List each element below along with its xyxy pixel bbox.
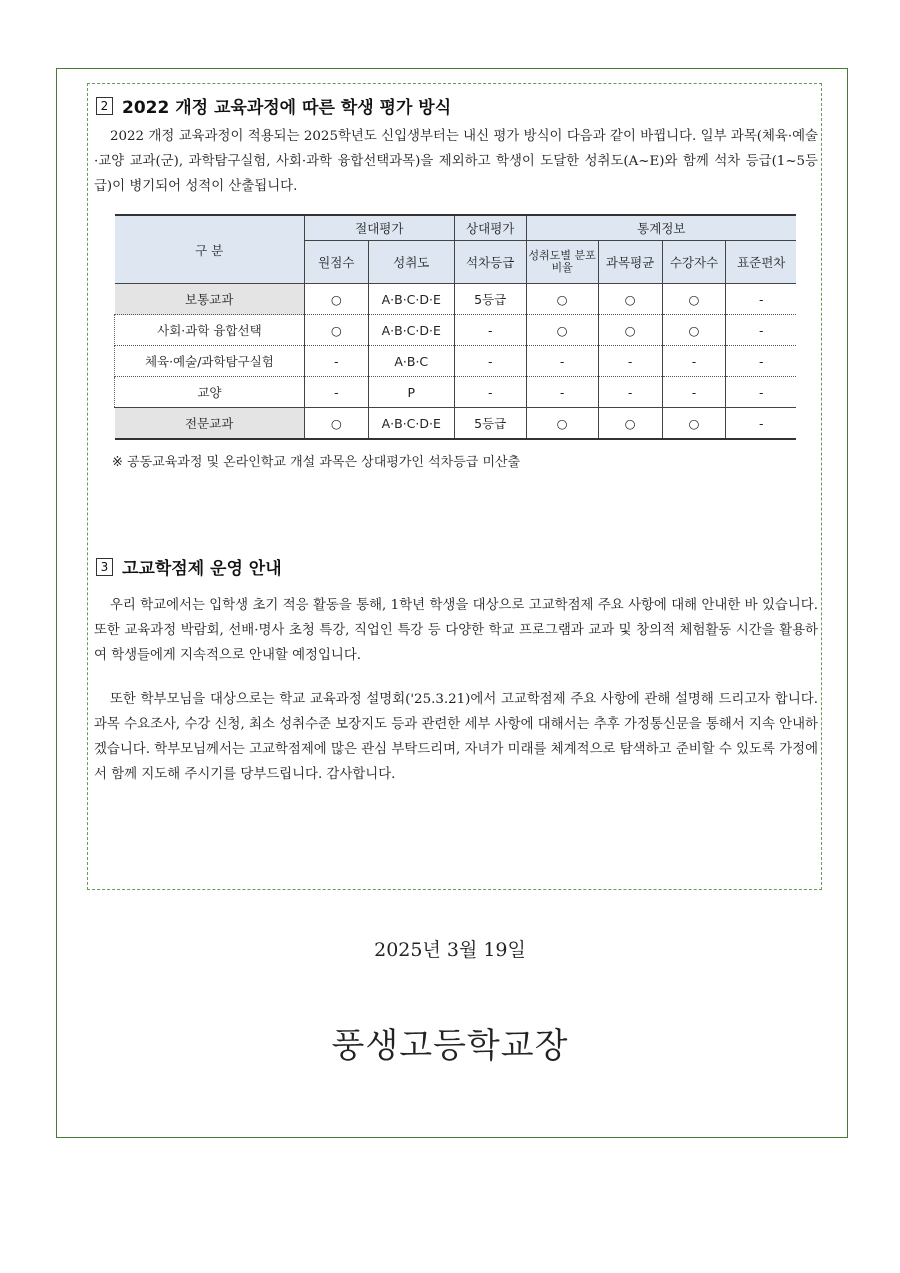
cell-ratio: ○ [526,315,598,346]
header-achievement: 성취도 [368,241,454,284]
cell-mean: ○ [598,284,662,315]
cell-raw: - [304,346,368,377]
cell-std: - [726,408,796,440]
cell-students: - [662,346,726,377]
evaluation-table [114,214,796,440]
cell-students: - [662,377,726,408]
cell-rank: 5등급 [454,408,526,440]
cell-ratio: ○ [526,284,598,315]
cell-ratio: ○ [526,408,598,440]
header-students: 수강자수 [662,241,726,284]
header-category: 구 분 [115,215,305,284]
table-note: ※ 공동교육과정 및 온라인학교 개설 과목은 상대평가인 석차등급 미산출 [112,455,521,470]
cell-raw: - [304,377,368,408]
header-group-relative: 상대평가 [454,215,526,241]
table-row [115,315,797,346]
cell-std: - [726,377,796,408]
table-row [115,377,797,408]
cell-students: ○ [662,284,726,315]
header-ratio: 성취도별 분포비율 [526,241,598,284]
cell-std: - [726,284,796,315]
cell-achievement: A·B·C·D·E [368,284,454,315]
cell-mean: ○ [598,408,662,440]
cell-mean: - [598,346,662,377]
section3-paragraph2: 또한 학부모님을 대상으로는 학교 교육과정 설명회('25.3.21)에서 고교학점제 주요 사항에 관해 설명해 드리고자 합니다. 과목 수요조사, 수강 신청, 최소 성취수준 보장지도 등과 관련한 세부 사항에 대해서는 추후 가정통신문을 통해서 지속 안내하겠습니다. 학부모님께서는 고교학점제에 많은 관심 부탁드리며, 자녀가 미래를 체계적으로 탐색하고 준비할 수 있도록 가정에서 함께 지도해 주시기를 당부드립니다. 감사합니다. [94,692,818,782]
row-category: 전문교과 [115,408,305,440]
cell-mean: - [598,377,662,408]
cell-mean: ○ [598,315,662,346]
cell-rank: - [454,346,526,377]
row-category: 사회·과학 융합선택 [115,315,305,346]
cell-students: ○ [662,315,726,346]
section3-title: 고교학점제 운영 안내 [122,559,282,579]
cell-achievement: A·B·C·D·E [368,408,454,440]
cell-raw: ○ [304,315,368,346]
header-raw: 원점수 [304,241,368,284]
section3-paragraph1: 우리 학교에서는 입학생 초기 적응 활동을 통해, 1학년 학생을 대상으로 고교학점제 주요 사항에 대해 안내한 바 있습니다. 또한 교육과정 박람회, 선배·명사 초청 특강, 직업인 특강 등 다양한 학교 프로그램과 교과 및 창의적 체험활동 시간을 활용하여 학생들에게 지속적으로 안내할 예정입니다. [94,598,818,663]
header-group-stats: 통계정보 [526,215,796,241]
cell-rank: - [454,377,526,408]
issue-date: 2025년 3월 19일 [374,939,526,961]
header-group-absolute: 절대평가 [304,215,454,241]
header-rank: 석차등급 [454,241,526,284]
cell-raw: ○ [304,408,368,440]
cell-rank: - [454,315,526,346]
cell-achievement: A·B·C [368,346,454,377]
cell-raw: ○ [304,284,368,315]
cell-ratio: - [526,377,598,408]
section3-heading [96,554,282,579]
table-row [115,284,797,315]
cell-achievement: A·B·C·D·E [368,315,454,346]
section2-heading [96,93,451,118]
section2-paragraph: 2022 개정 교육과정이 적용되는 2025학년도 신입생부터는 내신 평가 방식이 다음과 같이 바뀝니다. 일부 과목(체육·예술·교양 교과(군), 과학탐구실험, 사회·과학 융합선택과목)을 제외하고 학생이 도달한 성취도(A~E)와 함께 석차 등급(1~5등급)이 병기되어 성적이 산출됩니다. [94,129,818,194]
table-row [115,408,797,440]
cell-std: - [726,346,796,377]
header-mean: 과목평균 [598,241,662,284]
header-std: 표준편차 [726,241,796,284]
row-category: 체육·예술/과학탐구실험 [115,346,305,377]
section2-title: 2022 개정 교육과정에 따른 학생 평가 방식 [122,98,452,118]
section2-number: 2 [96,97,113,115]
cell-ratio: - [526,346,598,377]
row-category: 보통교과 [115,284,305,315]
row-category: 교양 [115,377,305,408]
cell-rank: 5등급 [454,284,526,315]
cell-students: ○ [662,408,726,440]
section3-number: 3 [96,558,113,576]
signer: 풍생고등학교장 [331,1026,569,1066]
table-row [115,346,797,377]
cell-std: - [726,315,796,346]
cell-achievement: P [368,377,454,408]
